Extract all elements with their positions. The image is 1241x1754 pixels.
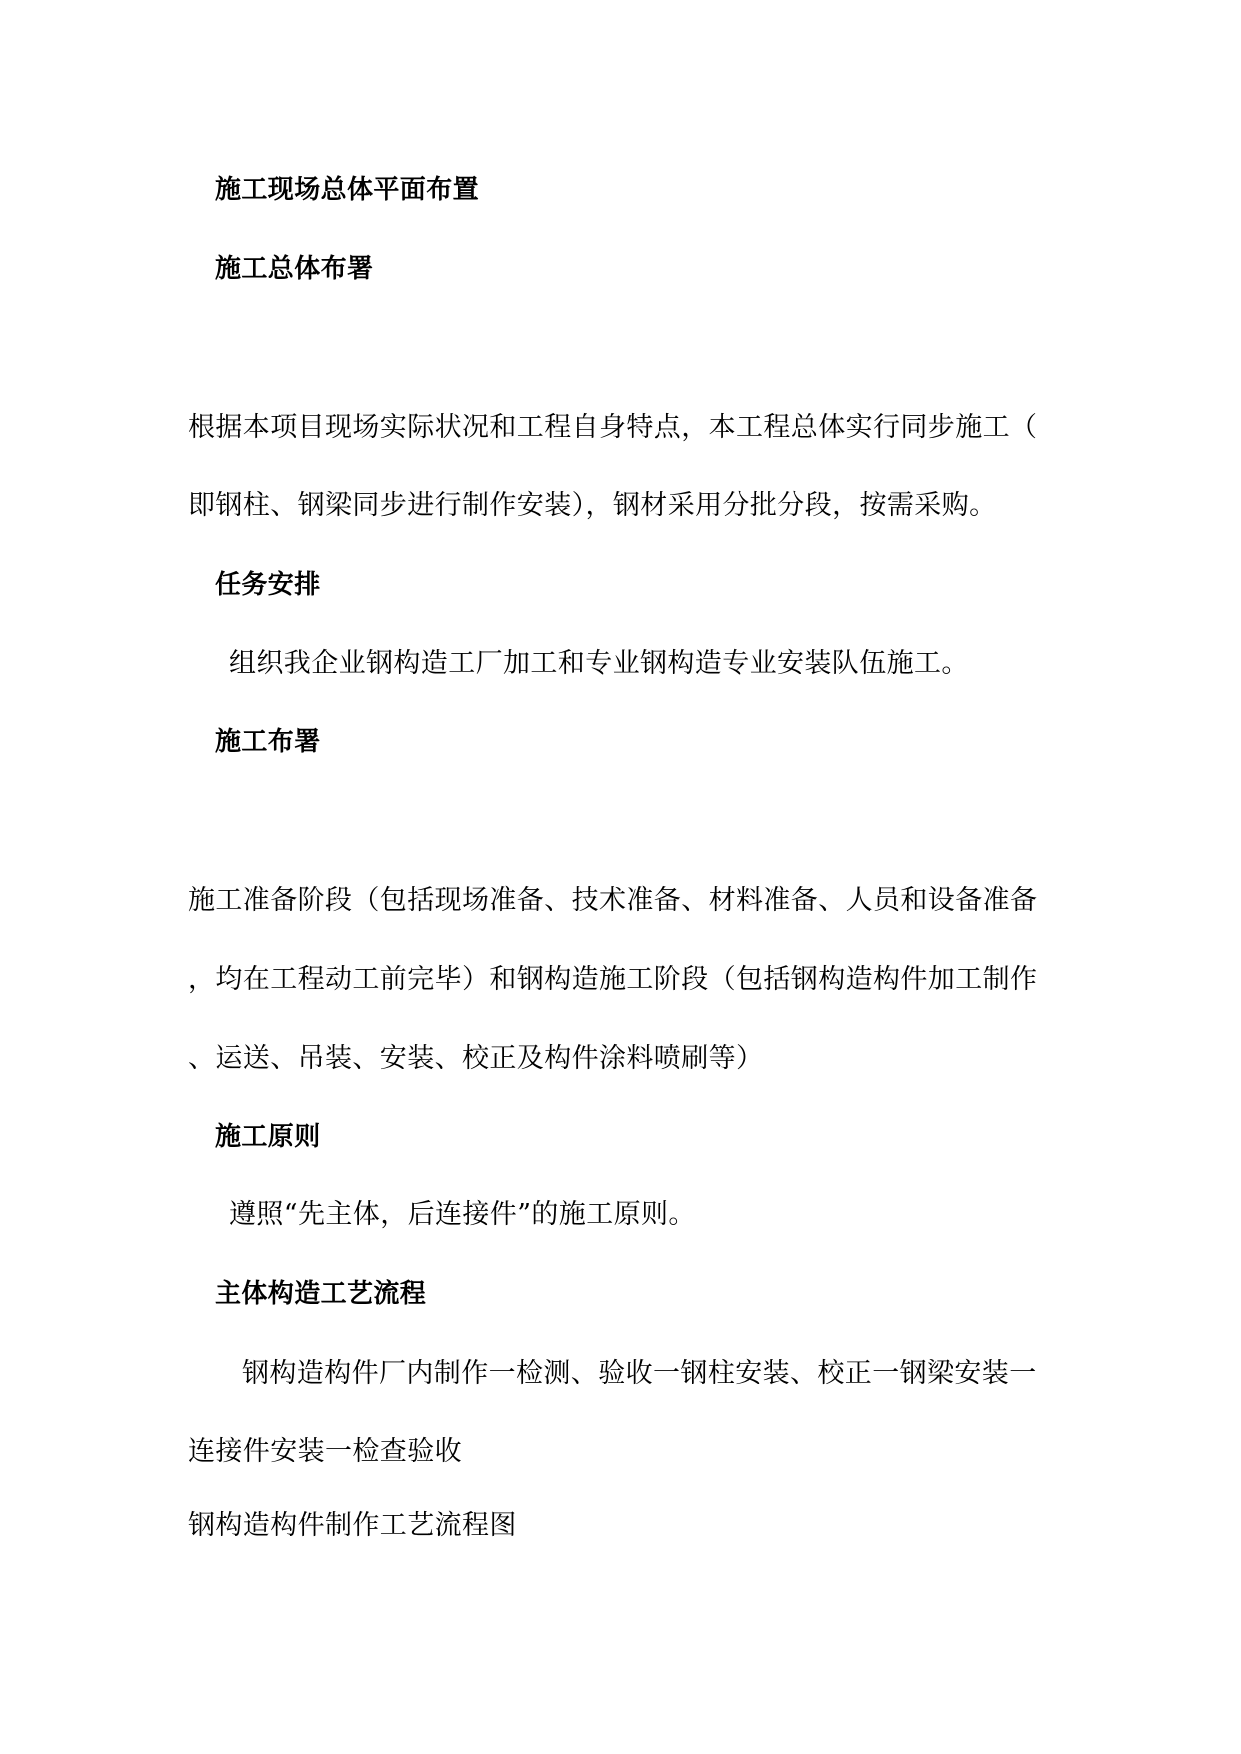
heading-overall-deployment: 施工总体布署 — [215, 254, 374, 284]
paragraph-overall-deployment-line-2: 即钢柱、钢梁同步进行制作安装），钢材采用分批分段，按需采购。 — [188, 490, 997, 521]
paragraph-process-flow-line-2: 连接件安装一检查验收 — [188, 1436, 462, 1467]
heading-construction-deployment: 施工布署 — [215, 727, 321, 757]
heading-site-layout: 施工现场总体平面布置 — [215, 175, 480, 205]
paragraph-overall-deployment-line-1: 根据本项目现场实际状况和工程自身特点，本工程总体实行同步施工（ — [188, 412, 1038, 443]
paragraph-task-arrangement: 组织我企业钢构造工厂加工和专业钢构造专业安装队伍施工。 — [229, 648, 969, 679]
heading-task-arrangement: 任务安排 — [215, 570, 321, 600]
paragraph-process-flow-line-1: 钢构造构件厂内制作一检测、验收一钢柱安装、校正一钢梁安装一 — [242, 1358, 1037, 1389]
fabrication-flow-chart-caption: 钢构造构件制作工艺流程图 — [188, 1510, 517, 1541]
heading-construction-principle: 施工原则 — [215, 1122, 321, 1152]
paragraph-construction-deployment-line-1: 施工准备阶段（包括现场准备、技术准备、材料准备、人员和设备准备 — [188, 885, 1038, 916]
paragraph-construction-deployment-line-3: 、运送、吊装、安装、校正及构件涂料喷刷等） — [188, 1043, 764, 1074]
paragraph-construction-deployment-line-2: ，均在工程动工前完毕）和钢构造施工阶段（包括钢构造构件加工制作 — [188, 964, 1038, 995]
heading-main-process-flow: 主体构造工艺流程 — [215, 1279, 427, 1309]
paragraph-construction-principle: 遵照“先主体，后连接件”的施工原则。 — [229, 1199, 696, 1230]
